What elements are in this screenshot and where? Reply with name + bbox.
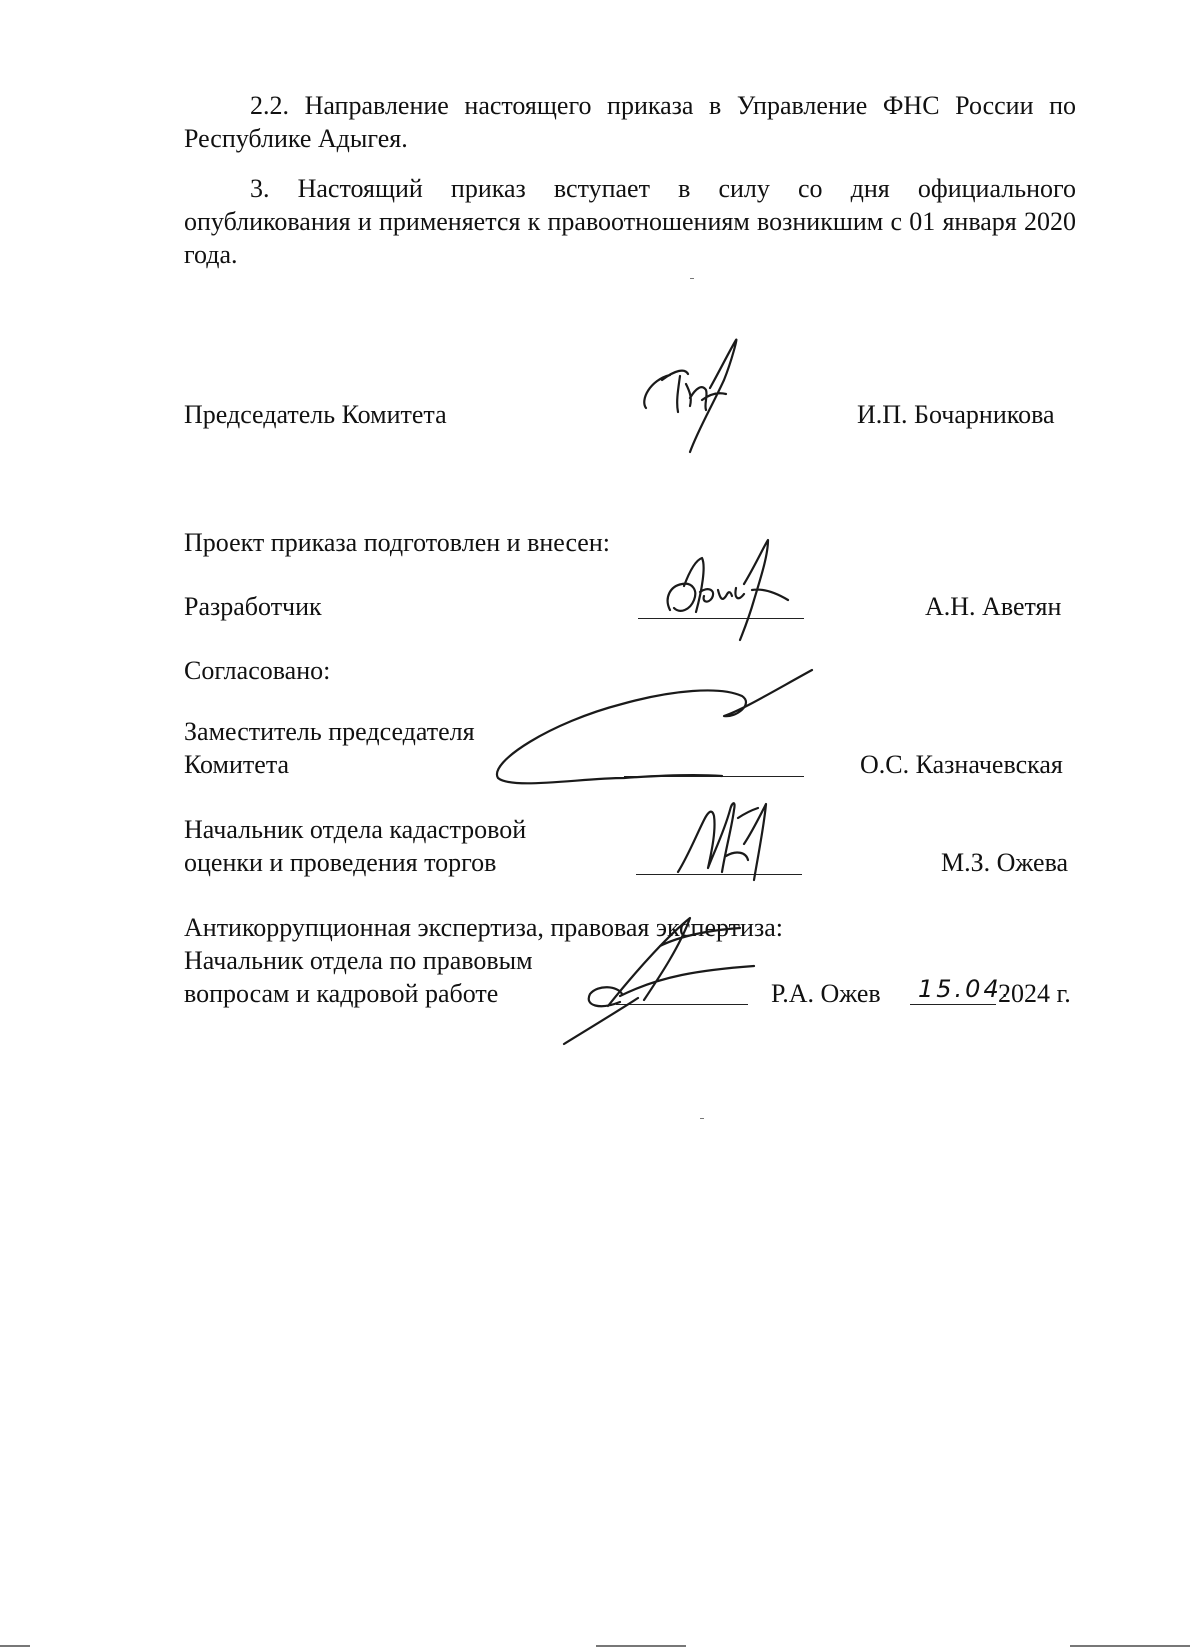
legal-head-title-line1: Начальник отдела по правовым	[184, 946, 533, 975]
cadastral-head-title-line1: Начальник отдела кадастровой	[184, 815, 527, 844]
cadastral-head-signature	[674, 796, 784, 886]
scan-speck	[700, 1118, 704, 1119]
developer-name: А.Н. Аветян	[925, 592, 1062, 621]
date-underline	[910, 1004, 996, 1005]
cadastral-head-title-line2: оценки и проведения торгов	[184, 848, 497, 877]
scan-edge-mark	[596, 1645, 686, 1647]
legal-head-title-line2: вопросам и кадровой работе	[184, 979, 499, 1008]
scan-speck	[690, 278, 694, 279]
cadastral-head-name: М.З. Ожева	[941, 848, 1069, 877]
scan-edge-mark	[1070, 1645, 1190, 1647]
paragraph-2-2-text: 2.2. Направление настоящего приказа в Управление ФНС России по Республике Адыгея.	[184, 91, 1076, 153]
paragraph-3-text: 3. Настоящий приказ вступает в силу со дня официального опубликования и применяется к правоотношениям возникшим с 01 января 2020 года.	[184, 174, 1076, 269]
legal-head-signature	[560, 906, 760, 1046]
deputy-title-line1: Заместитель председателя	[184, 717, 475, 746]
developer-role: Разработчик	[184, 592, 322, 621]
deputy-title-line2: Комитета	[184, 750, 290, 779]
date-year: 2024 г.	[998, 979, 1071, 1008]
scan-edge-mark	[0, 1645, 30, 1647]
project-heading: Проект приказа подготовлен и внесен:	[184, 528, 610, 557]
chair-name: И.П. Бочарникова	[857, 400, 1055, 429]
expertise-heading: Антикоррупционная экспертиза, правовая экспертиза:	[184, 913, 783, 942]
chair-title: Председатель Комитета	[184, 400, 447, 429]
paragraph-3	[184, 172, 1076, 271]
paragraph-2-2	[184, 89, 1076, 155]
deputy-signature	[492, 682, 822, 792]
developer-signature	[660, 540, 800, 640]
agreed-heading: Согласовано:	[184, 656, 331, 685]
legal-head-name: Р.А. Ожев	[771, 979, 881, 1008]
handwritten-date: 15.04.	[918, 975, 1013, 1003]
chair-signature	[640, 340, 750, 460]
deputy-name: О.С. Казначевская	[860, 750, 1063, 779]
